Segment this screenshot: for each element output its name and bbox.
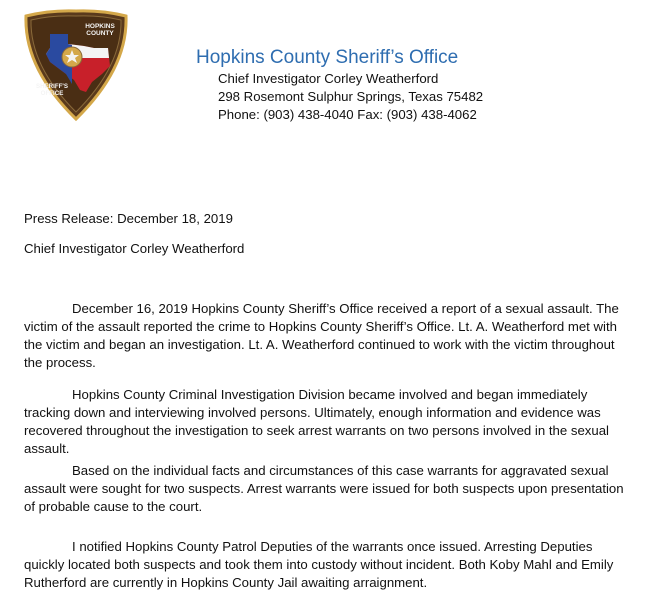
sheriff-badge-logo: [22, 8, 130, 122]
body-paragraph: [24, 386, 632, 458]
body-paragraph: [24, 462, 632, 516]
body-paragraph: [24, 538, 632, 592]
svg-text:COUNTY: COUNTY: [86, 30, 114, 37]
press-release-date: Press Release: December 18, 2019: [24, 211, 233, 226]
paragraph-text: Based on the individual facts and circumstances of this case warrants for aggravated sexual assault were sought for two suspects. Arrest warrants were issued for both suspects upon presentation of probable cause to the court.: [24, 463, 624, 514]
organization-name: Hopkins County Sheriff’s Office: [196, 47, 459, 68]
letterhead-address: 298 Rosemont Sulphur Springs, Texas 75482: [218, 89, 484, 104]
svg-text:OFFICE: OFFICE: [40, 90, 64, 97]
letterhead-title: Chief Investigator Corley Weatherford: [218, 71, 439, 86]
letterhead: [196, 46, 496, 124]
svg-text:SHERIFF'S: SHERIFF'S: [35, 83, 69, 90]
svg-text:HOPKINS: HOPKINS: [85, 23, 115, 30]
press-release-author: Chief Investigator Corley Weatherford: [24, 241, 245, 256]
paragraph-text: I notified Hopkins County Patrol Deputies of the warrants once issued. Arresting Deputies quickly located both suspects and took them into custody without incident. Both Koby Mahl and Emily Rutherford are currently in Hopkins County Jail awaiting arraignment.: [24, 539, 614, 590]
body-paragraph: [24, 300, 632, 372]
paragraph-text: Hopkins County Criminal Investigation Division became involved and began immediately tracking down and interviewing involved persons. Ultimately, enough information and evidence was recovered throughout the investigation to seek arrest warrants on two persons involved in the sexual assault.: [24, 387, 609, 456]
paragraph-text: December 16, 2019 Hopkins County Sheriff’s Office received a report of a sexual assault. The victim of the assault reported the crime to Hopkins County Sheriff’s Office. Lt. A. Weatherford met with the victim and began an investigation. Lt. A. Weatherford continued to work with the victim throughout the process.: [24, 301, 619, 370]
letterhead-phone: Phone: (903) 438-4040 Fax: (903) 438-4062: [218, 107, 477, 122]
